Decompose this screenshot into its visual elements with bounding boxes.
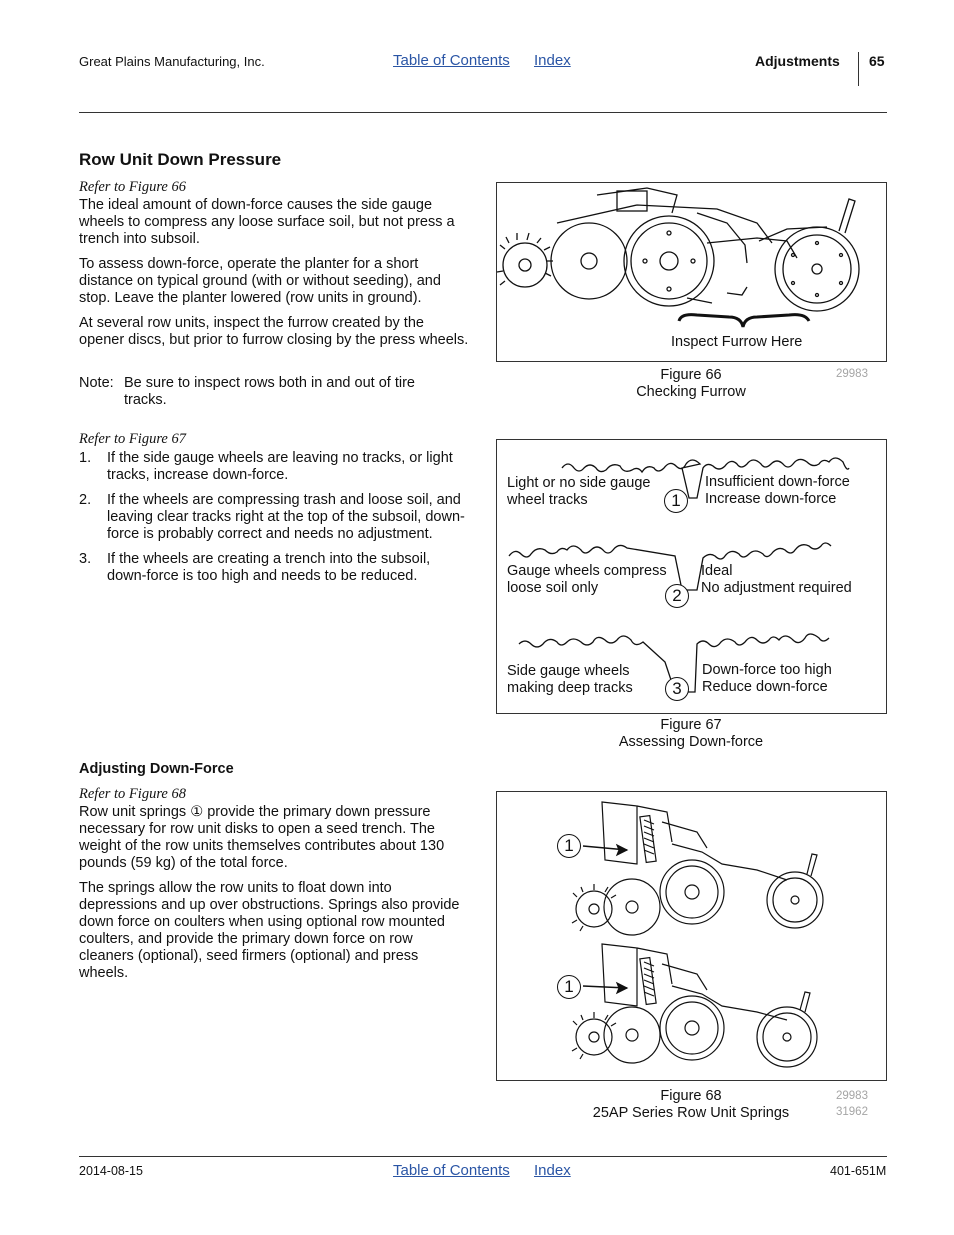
fig67-row2-left-line2: loose soil only	[507, 580, 599, 596]
fig67-row1-left-line2: wheel tracks	[507, 492, 588, 508]
press-wheel	[775, 227, 859, 311]
figure-68-box	[496, 791, 887, 1081]
footer-doc-number: 401-651M	[830, 1164, 887, 1178]
callout-1-top: 1	[557, 834, 581, 858]
fig67-row2-right-line1: Ideal	[701, 563, 733, 579]
paragraph-springs-float: The springs allow the row units to float down into depressions and up over obstructions. Springs also provide down force on coulters when using optional row mounted coulters, and provide the primary down force on row cleaners (optional), seed firmers (optional) and press wheels.	[79, 880, 460, 981]
furrow-brace	[679, 315, 809, 327]
fig67-row1-left	[507, 475, 651, 509]
ref-figure-67: Refer to Figure 67	[79, 431, 186, 447]
paragraph-assess-downforce: To assess down-force, operate the planter for a short distance on typical ground (with or without seeding), and stop. Leave the planter lowered (row units in ground).	[79, 256, 441, 306]
figure-66-title: Checking Furrow	[636, 384, 746, 400]
note	[79, 375, 471, 409]
header-section: Adjustments	[755, 53, 840, 69]
step-number: 2.	[79, 492, 92, 508]
footer-rule	[79, 1156, 887, 1157]
ref-figure-66: Refer to Figure 66	[79, 179, 186, 195]
callout-2: 2	[665, 584, 689, 608]
row-unit-top	[572, 802, 823, 935]
fig67-row3-right-line2: Reduce down-force	[702, 679, 828, 695]
step-item	[79, 551, 471, 585]
coulter-disc	[551, 223, 627, 299]
fig67-row3-left-line2: making deep tracks	[507, 680, 633, 696]
fig67-row3-right-line1: Down-force too high	[702, 662, 832, 678]
row-cleaner-wheel	[503, 243, 547, 287]
fig67-row1-right-line1: Insufficient down-force	[705, 474, 850, 490]
subsection-title: Adjusting Down-Force	[79, 761, 234, 777]
row-unit-bottom	[572, 944, 817, 1067]
fig67-row3-right	[702, 662, 832, 696]
callout-1: 1	[664, 489, 688, 513]
note-line-1: Be sure to inspect rows both in and out of tire	[124, 375, 415, 391]
fig67-row2-right	[701, 563, 852, 597]
row-unit-springs-illustration	[497, 792, 888, 1082]
figure-67-title: Assessing Down-force	[618, 734, 764, 750]
figure-66-part-number: 29983	[836, 368, 868, 380]
fig67-row3-left	[507, 663, 633, 697]
step-text: If the side gauge wheels are leaving no tracks, or light tracks, increase down-force.	[107, 450, 453, 483]
fig67-row2-right-line2: No adjustment required	[701, 580, 852, 596]
section-title: Row Unit Down Pressure	[79, 150, 282, 169]
fig67-row1-right	[705, 474, 850, 508]
header-divider	[858, 52, 859, 86]
step-item	[79, 450, 471, 484]
header-company: Great Plains Manufacturing, Inc.	[79, 54, 265, 69]
figure-68-number: Figure 68	[660, 1088, 722, 1104]
fig67-row2-left	[507, 563, 667, 597]
step-item	[79, 492, 471, 543]
fig67-row1-left-line1: Light or no side gauge	[507, 475, 651, 491]
callout-1-bottom: 1	[557, 975, 581, 999]
figure-68-part-numbers	[836, 1088, 868, 1120]
footer-index-link[interactable]: Index	[534, 1162, 571, 1179]
page-number: 65	[869, 53, 885, 69]
fig67-row2-left-line1: Gauge wheels compress	[507, 563, 667, 579]
paragraph-inspect-furrow: At several row units, inspect the furrow created by the opener discs, but prior to furrow closing by the press wheels.	[79, 315, 469, 348]
opener-disc	[624, 216, 714, 306]
step-text: If the wheels are creating a trench into the subsoil, down-force is too high and needs to be reduced.	[107, 551, 431, 584]
figure-68-title: 25AP Series Row Unit Springs	[592, 1105, 790, 1121]
figure-68-caption	[566, 1088, 816, 1122]
paragraph-row-unit-springs: Row unit springs ① provide the primary down pressure necessary for row unit disks to open a seed trench. The weight of the row units themselves contributes about 130 pounds (59 kg) of the total force.	[79, 804, 445, 871]
figure-66-number: Figure 66	[660, 367, 722, 383]
step-number: 1.	[79, 450, 92, 466]
ref-figure-68: Refer to Figure 68	[79, 786, 186, 802]
figure-68-part-number-2: 31962	[836, 1106, 868, 1118]
footer-date: 2014-08-15	[79, 1164, 143, 1178]
header-index-link[interactable]: Index	[534, 52, 571, 69]
step-text: If the wheels are compressing trash and loose soil, and leaving clear tracks right at the top of the subsoil, down-force is probably correct and needs no adjustment.	[107, 492, 465, 542]
steps-list	[79, 450, 471, 593]
figure-67-number: Figure 67	[660, 717, 722, 733]
header-toc-link[interactable]: Table of Contents	[393, 52, 510, 69]
footer-toc-link[interactable]: Table of Contents	[393, 1162, 510, 1179]
step-number: 3.	[79, 551, 92, 567]
figure-67-box	[496, 439, 887, 714]
note-line-2: tracks.	[124, 392, 167, 408]
callout-3: 3	[665, 677, 689, 701]
header-rule	[79, 112, 887, 113]
paragraph-ideal-downforce: The ideal amount of down-force causes the side gauge wheels to compress any loose surface soil, but not press a trench into subsoil.	[79, 197, 455, 247]
figure-66-caption	[590, 367, 792, 401]
figure-68-part-number-1: 29983	[836, 1090, 868, 1102]
figure-66-box	[496, 182, 887, 362]
fig67-row3-left-line1: Side gauge wheels	[507, 663, 630, 679]
note-label: Note:	[79, 375, 114, 391]
figure-67-caption	[590, 717, 792, 751]
fig67-row1-right-line2: Increase down-force	[705, 491, 837, 507]
figure-66-callout: Inspect Furrow Here	[671, 334, 803, 350]
